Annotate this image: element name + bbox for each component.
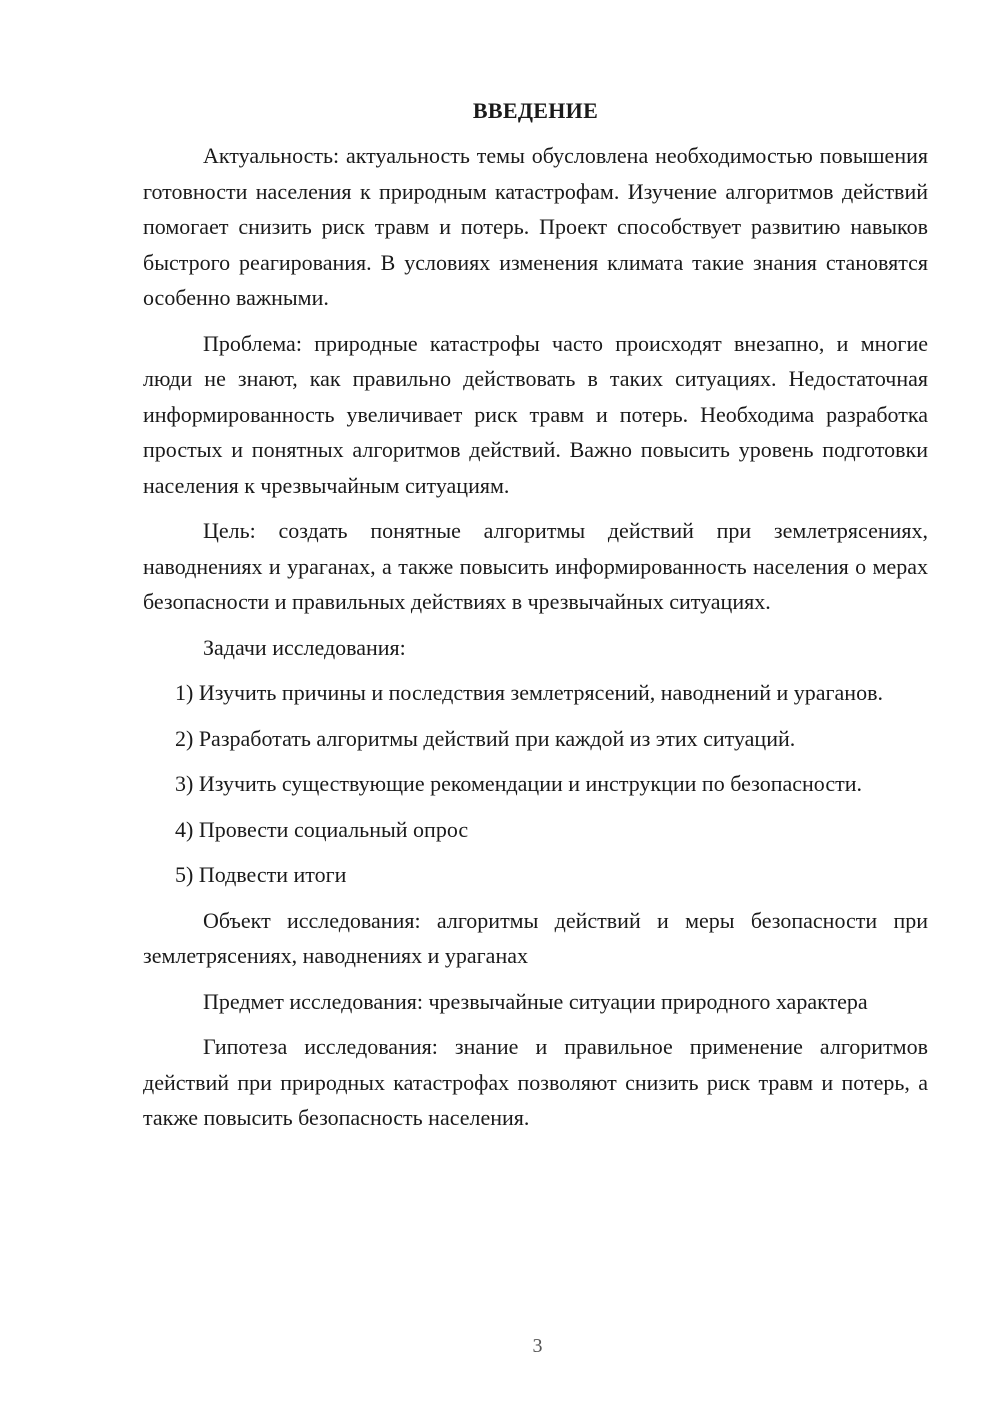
task-item-4: 4) Провести социальный опрос (175, 816, 469, 842)
page-number: 3 (532, 1335, 543, 1357)
task-item-1: 1) Изучить причины и последствия землетрясений, наводнений и ураганов. (175, 680, 883, 705)
task-item-3: 3) Изучить существующие рекомендации и инструкции по безопасности. (175, 771, 862, 796)
paragraph-goal: Цель: создать понятные алгоритмы действий при землетрясениях, наводнениях и ураганах, а также повысить информированность населения о мерах безопасности и правильных действиях в чрезвычайных ситуациях. (143, 518, 928, 614)
paragraph-hypothesis: Гипотеза исследования: знание и правильное применение алгоритмов действий при природных катастрофах позволяют снизить риск травм и потерь, а также повысить безопасность населения. (143, 1034, 928, 1130)
task-item-2: 2) Разработать алгоритмы действий при каждой из этих ситуаций. (175, 725, 796, 751)
document-body (143, 95, 928, 1146)
task-item-5: 5) Подвести итоги (175, 862, 347, 887)
paragraph-object: Объект исследования: алгоритмы действий и меры безопасности при землетрясениях, наводнениях и ураганах (143, 907, 928, 968)
paragraph-relevance: Актуальность: актуальность темы обусловлена необходимостью повышения готовности населения к природным катастрофам. Изучение алгоритмов действий помогает снизить риск травм и потерь. Проект способствует развитию навыков быстрого реагирования. В условиях изменения климата такие знания становятся особенно важными. (143, 143, 928, 310)
paragraph-tasks-heading: Задачи исследования: (203, 634, 406, 660)
paragraph-problem: Проблема: природные катастрофы часто происходят внезапно, и многие люди не знают, как правильно действовать в таких ситуациях. Недостаточная информированность увеличивает риск травм и потерь. Необходима разработка простых и понятных алгоритмов действий. Важно повысить уровень подготовки населения к чрезвычайным ситуациям. (143, 330, 928, 498)
paragraph-subject: Предмет исследования: чрезвычайные ситуации природного характера (203, 988, 868, 1014)
page-title: ВВЕДЕНИЕ (472, 98, 599, 123)
